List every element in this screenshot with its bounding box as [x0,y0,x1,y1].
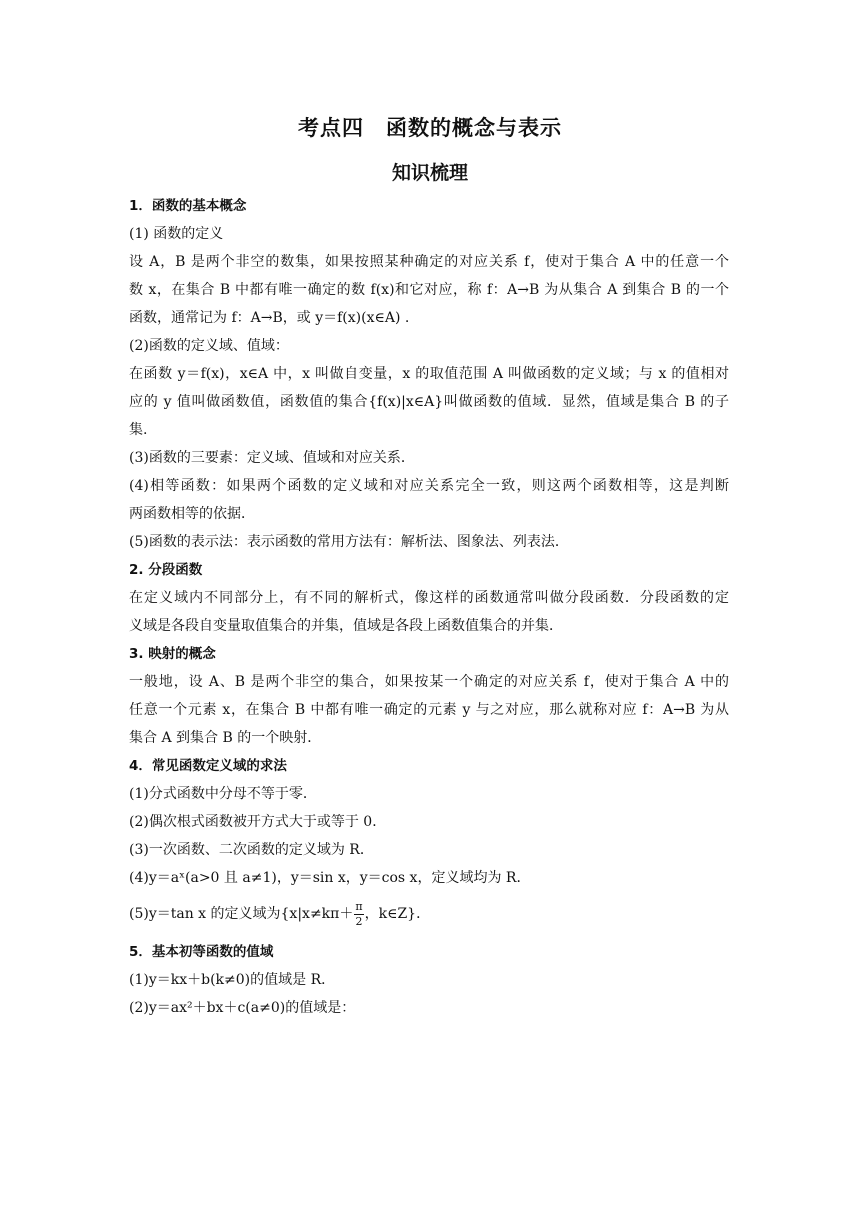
list-item: (1)y＝kx＋b(k≠0)的值域是 R． [129,972,336,988]
paragraph-line: (4)相等函数：如果两个函数的定义域和对应关系完全一致，则这两个函数相等，这是判断 [129,478,729,494]
list-item: (4)y＝aˣ(a>0 且 a≠1)，y＝sin x，y＝cos x，定义域均为 R． [129,870,531,886]
section-heading-basic-concept: 1．函数的基本概念 [129,198,247,214]
list-item: (2)y＝ax²＋bx＋c(a≠0)的值域是： [129,1000,356,1016]
fraction-pi-over-2 [354,900,363,929]
paragraph-line: 数 x，在集合 B 中都有唯一确定的数 f(x)和它对应，称 f：A→B 为从集合 A 到集合 B 的一个 [129,282,729,298]
tan-domain-suffix: ，k∈Z}． [364,906,431,922]
page-title: 考点四 函数的概念与表示 [298,116,562,140]
section-heading-piecewise: 2. 分段函数 [129,562,203,578]
section-heading-domain-methods: 4．常见函数定义域的求法 [129,758,287,774]
fraction-numerator: π [355,899,363,913]
list-item: (2)偶次根式函数被开方式大于或等于 0． [129,814,387,830]
paragraph-line: (3)函数的三要素：定义域、值域和对应关系． [129,450,415,466]
fraction-denominator: 2 [355,914,363,928]
paragraph-line: 在函数 y＝f(x)，x∈A 中，x 叫做自变量，x 的取值范围 A 叫做函数的定义域；与 x 的值相对 [129,366,729,382]
paragraph-line: (5)函数的表示法：表示函数的常用方法有：解析法、图象法、列表法． [129,534,569,550]
subheading-domain-range: (2)函数的定义域、值域： [129,338,289,354]
subheading-definition: (1) 函数的定义 [129,226,224,242]
paragraph-line: 两函数相等的依据． [129,506,255,522]
list-item-tan-domain [129,892,729,936]
list-item: (1)分式函数中分母不等于零． [129,786,317,802]
paragraph-line: 应的 y 值叫做函数值，函数值的集合{f(x)|x∈A}叫做函数的值域．显然，值域是集合 B 的子 [129,394,729,410]
paragraph-line: 在定义域内不同部分上，有不同的解析式，像这样的函数通常叫做分段函数．分段函数的定 [129,590,729,606]
paragraph-line: 义域是各段自变量取值集合的并集，值域是各段上函数值集合的并集． [129,618,563,634]
paragraph-line: 集. [129,422,148,438]
paragraph-line: 任意一个元素 x，在集合 B 中都有唯一确定的元素 y 与之对应，那么就称对应 f：A→B 为从 [129,702,729,718]
paragraph-line: 集合 A 到集合 B 的一个映射． [129,730,322,746]
paragraph-line: 一般地，设 A、B 是两个非空的集合，如果按某一个确定的对应关系 f，使对于集合 A 中的 [129,674,729,690]
list-item: (3)一次函数、二次函数的定义域为 R． [129,842,374,858]
tan-domain-prefix: (5)y＝tan x 的定义域为{x|x≠kπ＋ [129,906,354,922]
section-heading-mapping: 3. 映射的概念 [129,646,216,662]
paragraph-line: 设 A，B 是两个非空的数集，如果按照某种确定的对应关系 f，使对于集合 A 中的任意一个 [129,254,729,270]
document-body [129,192,729,1022]
section-subtitle: 知识梳理 [391,162,468,184]
paragraph-line: 函数，通常记为 f：A→B，或 y＝f(x)(x∈A) . [129,310,410,326]
section-heading-range: 5．基本初等函数的值域 [129,944,274,960]
